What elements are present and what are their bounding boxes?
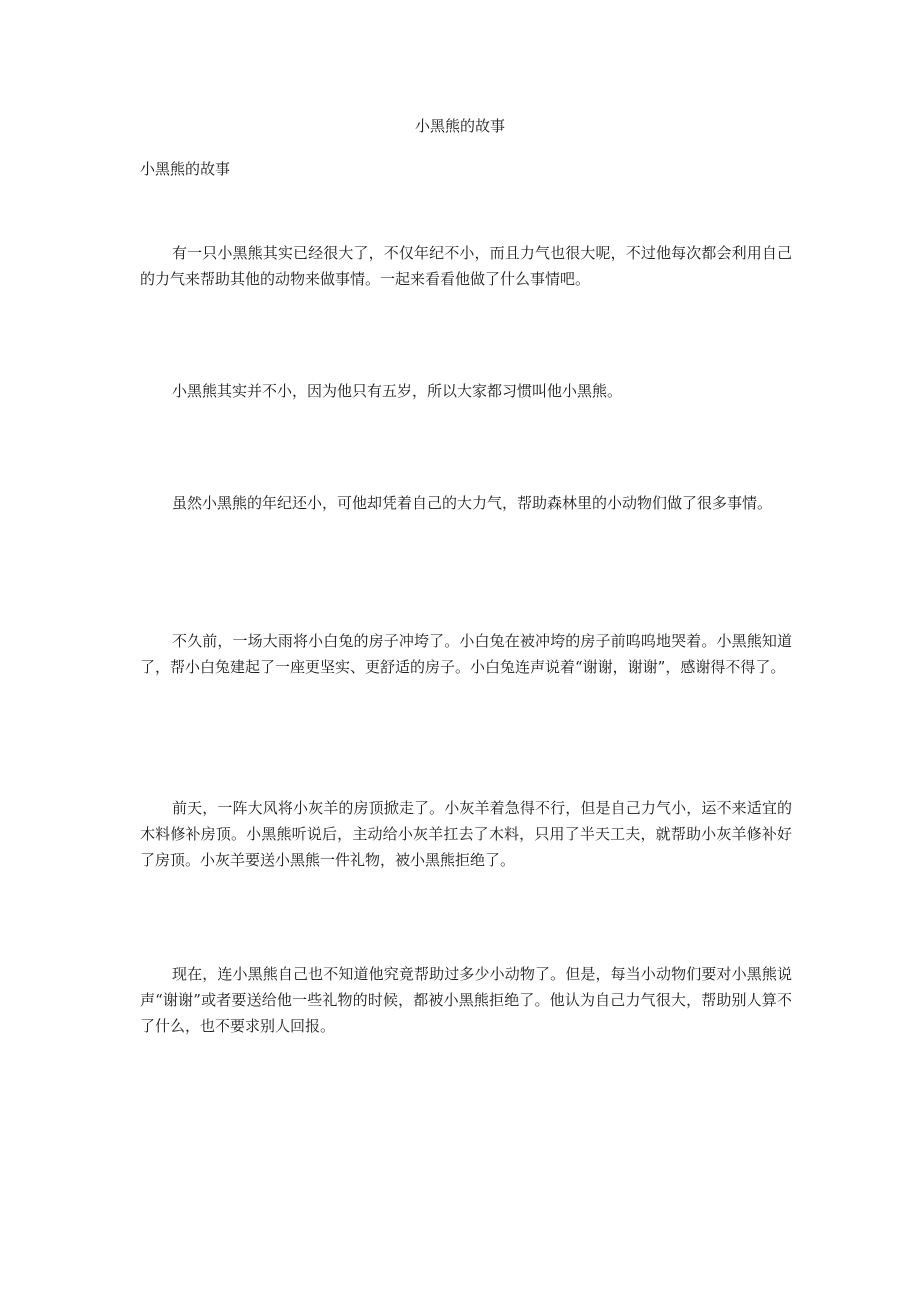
paragraph-6: 现在，连小黑熊自己也不知道他究竟帮助过多少小动物了。但是，每当小动物们要对小黑熊说声“谢谢”或者要送给他一些礼物的时候，都被小黑熊拒绝了。他认为自己力气很大，帮助别人算不了什么，也不要求别人回报。	[140, 965, 792, 1035]
paragraph-1: 有一只小黑熊其实已经很大了，不仅年纪不小，而且力气也很大呢，不过他每次都会利用自己的力气来帮助其他的动物来做事情。一起来看看他做了什么事情吧。	[140, 244, 792, 288]
paragraph-4: 不久前，一场大雨将小白兔的房子冲垮了。小白兔在被冲垮的房子前呜呜地哭着。小黑熊知道了，帮小白兔建起了一座更坚实、更舒适的房子。小白兔连声说着“谢谢，谢谢”，感谢得不得了。	[140, 632, 792, 676]
paragraph-2: 小黑熊其实并不小，因为他只有五岁，所以大家都习惯叫他小黑熊。	[172, 382, 623, 400]
page-title: 小黑熊的故事	[414, 117, 505, 135]
section-heading: 小黑熊的故事	[140, 160, 231, 178]
paragraph-3: 虽然小黑熊的年纪还小，可他却凭着自己的大力气，帮助森林里的小动物们做了很多事情。	[172, 494, 773, 512]
paragraph-5: 前天，一阵大风将小灰羊的房顶掀走了。小灰羊着急得不行，但是自己力气小，运不来适宜的木料修补房顶。小黑熊听说后，主动给小灰羊扛去了木料，只用了半天工夫，就帮助小灰羊修补好了房顶。小灰羊要送小黑熊一件礼物，被小黑熊拒绝了。	[140, 799, 792, 869]
